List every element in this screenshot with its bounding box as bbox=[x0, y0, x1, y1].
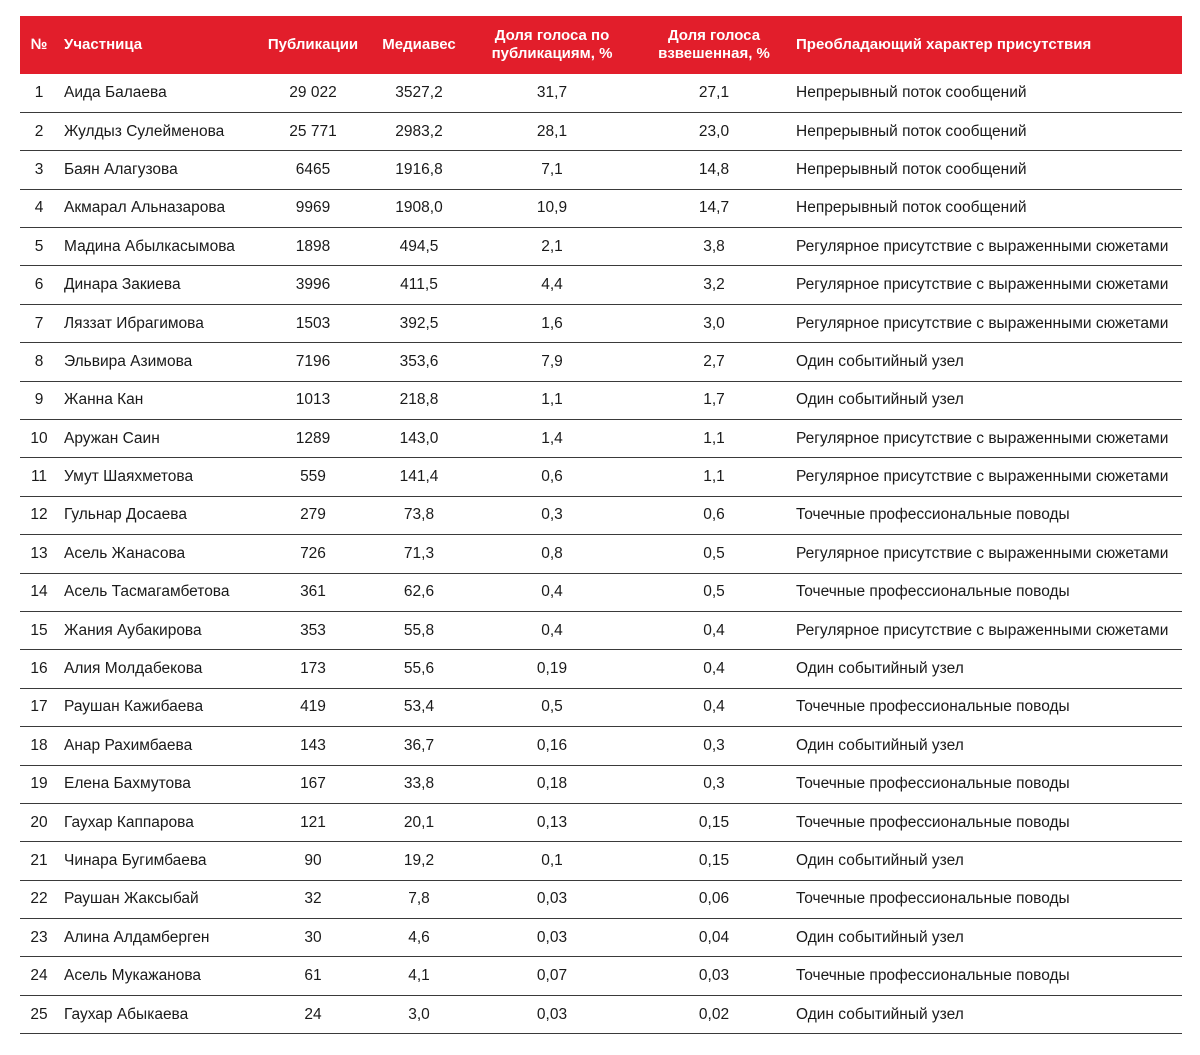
header-voice-share-publications bbox=[466, 16, 638, 74]
voice-share-publications: 0,07 bbox=[536, 967, 568, 985]
participant-name: Динара Закиева bbox=[64, 276, 181, 294]
voice-share-weighted: 1,1 bbox=[703, 429, 725, 447]
voice-share-weighted: 23,0 bbox=[698, 122, 730, 140]
participant-name: Жания Аубакирова bbox=[64, 621, 202, 639]
voice-share-publications: 0,18 bbox=[536, 775, 568, 793]
presence-character: Один событийный узел bbox=[796, 352, 964, 370]
voice-share-weighted: 0,15 bbox=[698, 813, 730, 831]
media-weight: 4,6 bbox=[408, 928, 430, 946]
media-weight: 62,6 bbox=[403, 583, 435, 601]
row-number: 25 bbox=[30, 1005, 48, 1023]
header-presence-character: Преобладающий характер присутствия bbox=[796, 36, 1092, 53]
row-number: 11 bbox=[30, 468, 48, 486]
voice-share-weighted: 2,7 bbox=[703, 352, 725, 370]
publications-count: 3996 bbox=[295, 276, 331, 294]
presence-character: Регулярное присутствие с выраженными сюжетами bbox=[796, 276, 1169, 294]
header-weighted-line2: взвешенная, % bbox=[658, 45, 770, 62]
media-weight: 53,4 bbox=[403, 698, 435, 716]
table-row bbox=[20, 919, 1182, 957]
voice-share-weighted: 0,5 bbox=[703, 583, 725, 601]
presence-character: Точечные профессиональные поводы bbox=[796, 506, 1070, 524]
publications-count: 1898 bbox=[295, 237, 331, 255]
header-row bbox=[20, 16, 1182, 74]
publications-count: 419 bbox=[300, 698, 326, 716]
header-participant: Участница bbox=[64, 36, 143, 53]
voice-share-weighted: 1,1 bbox=[703, 468, 725, 486]
participant-name: Ляззат Ибрагимова bbox=[64, 314, 204, 332]
row-number: 10 bbox=[30, 429, 48, 447]
publications-count: 143 bbox=[300, 736, 326, 754]
media-weight: 1908,0 bbox=[395, 199, 443, 217]
presence-character: Один событийный узел bbox=[796, 660, 964, 678]
row-number: 8 bbox=[34, 352, 44, 370]
row-number: 4 bbox=[34, 199, 44, 217]
table-row bbox=[20, 420, 1182, 458]
header-publications: Публикации bbox=[267, 36, 359, 53]
voice-share-publications: 7,9 bbox=[541, 352, 563, 370]
header-number: № bbox=[30, 36, 48, 53]
table-row bbox=[20, 228, 1182, 266]
voice-share-weighted: 0,4 bbox=[703, 660, 725, 678]
presence-character: Регулярное присутствие с выраженными сюжетами bbox=[796, 314, 1169, 332]
participant-name: Асель Тасмагамбетова bbox=[64, 583, 230, 601]
participant-name: Гульнар Досаева bbox=[64, 506, 187, 524]
publications-count: 30 bbox=[304, 928, 322, 946]
participant-name: Жанна Кан bbox=[64, 391, 144, 409]
publications-count: 353 bbox=[300, 621, 326, 639]
publications-count: 173 bbox=[300, 660, 326, 678]
publications-count: 361 bbox=[300, 583, 326, 601]
participant-name: Мадина Абылкасымова bbox=[64, 237, 235, 255]
table-row bbox=[20, 304, 1182, 342]
media-weight: 55,8 bbox=[403, 621, 435, 639]
voice-share-weighted: 0,4 bbox=[703, 621, 725, 639]
row-number: 18 bbox=[30, 736, 48, 754]
voice-share-publications: 0,3 bbox=[541, 506, 563, 524]
voice-share-weighted: 0,06 bbox=[698, 890, 730, 908]
publications-count: 7196 bbox=[295, 352, 331, 370]
voice-share-publications: 1,4 bbox=[541, 429, 563, 447]
voice-share-weighted: 0,03 bbox=[698, 967, 730, 985]
voice-share-weighted: 0,3 bbox=[703, 775, 725, 793]
row-number: 16 bbox=[30, 660, 48, 678]
participants-table-container bbox=[20, 16, 1182, 1034]
voice-share-publications: 0,13 bbox=[536, 813, 568, 831]
voice-share-publications: 0,4 bbox=[541, 583, 563, 601]
presence-character: Регулярное присутствие с выраженными сюжетами bbox=[796, 544, 1169, 562]
row-number: 2 bbox=[34, 122, 44, 140]
row-number: 1 bbox=[34, 83, 44, 101]
media-weight: 36,7 bbox=[403, 736, 435, 754]
table-row bbox=[20, 458, 1182, 496]
media-weight: 71,3 bbox=[403, 544, 435, 562]
header-voice-share-line1: Доля голоса по bbox=[494, 27, 610, 44]
row-number: 24 bbox=[30, 967, 48, 985]
voice-share-weighted: 3,2 bbox=[703, 276, 725, 294]
voice-share-weighted: 3,0 bbox=[703, 314, 725, 332]
publications-count: 1289 bbox=[295, 429, 331, 447]
table-row bbox=[20, 74, 1182, 112]
voice-share-publications: 31,7 bbox=[536, 83, 568, 101]
participant-name: Акмарал Альназарова bbox=[64, 199, 226, 217]
participant-name: Асель Жанасова bbox=[64, 544, 186, 562]
publications-count: 90 bbox=[304, 852, 322, 869]
participant-name: Гаухар Каппарова bbox=[64, 813, 194, 831]
participants-table bbox=[20, 16, 1182, 1034]
table-row bbox=[20, 381, 1182, 419]
presence-character: Регулярное присутствие с выраженными сюжетами bbox=[796, 621, 1169, 639]
media-weight: 2983,2 bbox=[395, 122, 443, 140]
row-number: 6 bbox=[34, 276, 44, 294]
media-weight: 4,1 bbox=[408, 967, 430, 985]
publications-count: 167 bbox=[300, 775, 326, 793]
voice-share-weighted: 0,15 bbox=[698, 852, 730, 869]
media-weight: 411,5 bbox=[400, 276, 438, 294]
row-number: 20 bbox=[30, 813, 48, 831]
voice-share-publications: 0,03 bbox=[536, 928, 568, 946]
media-weight: 494,5 bbox=[399, 237, 439, 255]
publications-count: 559 bbox=[300, 468, 326, 486]
media-weight: 33,8 bbox=[403, 775, 435, 793]
table-row bbox=[20, 266, 1182, 304]
row-number: 22 bbox=[30, 890, 48, 908]
voice-share-weighted: 14,7 bbox=[698, 199, 730, 217]
presence-character: Непрерывный поток сообщений bbox=[796, 199, 1027, 217]
voice-share-publications: 10,9 bbox=[536, 199, 568, 217]
media-weight: 218,8 bbox=[399, 391, 439, 409]
presence-character: Один событийный узел bbox=[796, 1005, 964, 1023]
voice-share-publications: 0,19 bbox=[536, 660, 568, 678]
publications-count: 29 022 bbox=[289, 83, 337, 101]
row-number: 7 bbox=[34, 314, 44, 332]
row-number: 9 bbox=[34, 391, 44, 409]
publications-count: 25 771 bbox=[289, 122, 337, 140]
row-number: 14 bbox=[30, 583, 48, 601]
publications-count: 9969 bbox=[295, 199, 331, 217]
participant-name: Гаухар Абыкаева bbox=[64, 1005, 189, 1023]
row-number: 19 bbox=[30, 775, 48, 793]
presence-character: Точечные профессиональные поводы bbox=[796, 967, 1070, 985]
voice-share-publications: 0,03 bbox=[536, 890, 568, 908]
row-number: 17 bbox=[30, 698, 48, 716]
voice-share-publications: 4,4 bbox=[541, 276, 563, 294]
table-row bbox=[20, 727, 1182, 765]
media-weight: 3527,2 bbox=[395, 83, 443, 101]
table-row bbox=[20, 880, 1182, 918]
publications-count: 726 bbox=[300, 544, 326, 562]
row-number: 13 bbox=[30, 544, 48, 562]
participant-name: Баян Алагузова bbox=[64, 160, 178, 178]
presence-character: Один событийный узел bbox=[796, 736, 964, 754]
voice-share-publications: 2,1 bbox=[541, 237, 563, 255]
media-weight: 73,8 bbox=[403, 506, 435, 524]
voice-share-weighted: 3,8 bbox=[703, 237, 725, 255]
media-weight: 3,0 bbox=[408, 1005, 430, 1023]
publications-count: 32 bbox=[304, 890, 322, 908]
participant-name: Раушан Жаксыбай bbox=[64, 890, 199, 908]
presence-character: Точечные профессиональные поводы bbox=[796, 775, 1070, 793]
header-voice-share-line2: публикациям, % bbox=[491, 45, 613, 62]
voice-share-weighted: 1,7 bbox=[703, 391, 725, 409]
row-number: 5 bbox=[34, 237, 44, 255]
publications-count: 121 bbox=[300, 813, 326, 831]
participant-name: Чинара Бугимбаева bbox=[64, 852, 207, 869]
voice-share-weighted: 27,1 bbox=[698, 83, 730, 101]
media-weight: 392,5 bbox=[399, 314, 439, 332]
table-row bbox=[20, 842, 1182, 880]
table-row bbox=[20, 650, 1182, 688]
voice-share-publications: 0,1 bbox=[541, 852, 563, 869]
participant-name: Аружан Саин bbox=[64, 429, 160, 447]
media-weight: 143,0 bbox=[399, 429, 439, 447]
table-body bbox=[20, 74, 1182, 1034]
media-weight: 141,4 bbox=[399, 468, 439, 486]
presence-character: Точечные профессиональные поводы bbox=[796, 813, 1070, 831]
presence-character: Непрерывный поток сообщений bbox=[796, 160, 1027, 178]
voice-share-weighted: 0,3 bbox=[703, 736, 725, 754]
voice-share-publications: 1,1 bbox=[541, 391, 563, 409]
voice-share-publications: 0,4 bbox=[541, 621, 563, 639]
table-header bbox=[20, 16, 1182, 74]
voice-share-publications: 0,5 bbox=[541, 698, 563, 716]
table-row bbox=[20, 765, 1182, 803]
table-row bbox=[20, 343, 1182, 381]
media-weight: 55,6 bbox=[403, 660, 435, 678]
table-row bbox=[20, 189, 1182, 227]
table-row bbox=[20, 496, 1182, 534]
presence-character: Один событийный узел bbox=[796, 391, 964, 409]
media-weight: 1916,8 bbox=[395, 160, 443, 178]
participant-name: Аида Балаева bbox=[64, 83, 167, 101]
voice-share-publications: 0,6 bbox=[541, 468, 563, 486]
voice-share-publications: 0,16 bbox=[536, 736, 568, 754]
voice-share-weighted: 0,04 bbox=[698, 928, 730, 946]
publications-count: 24 bbox=[304, 1005, 322, 1023]
media-weight: 19,2 bbox=[403, 852, 435, 869]
participant-name: Умут Шаяхметова bbox=[64, 468, 194, 486]
voice-share-weighted: 0,5 bbox=[703, 544, 725, 562]
media-weight: 353,6 bbox=[399, 352, 439, 370]
table-row bbox=[20, 573, 1182, 611]
header-voice-share-weighted bbox=[638, 16, 790, 74]
row-number: 15 bbox=[30, 621, 48, 639]
presence-character: Точечные профессиональные поводы bbox=[796, 890, 1070, 908]
presence-character: Регулярное присутствие с выраженными сюжетами bbox=[796, 468, 1169, 486]
presence-character: Точечные профессиональные поводы bbox=[796, 698, 1070, 716]
header-weighted-line1: Доля голоса bbox=[667, 27, 761, 44]
table-row bbox=[20, 688, 1182, 726]
publications-count: 61 bbox=[304, 967, 322, 985]
voice-share-publications: 7,1 bbox=[541, 160, 563, 178]
publications-count: 6465 bbox=[295, 160, 331, 178]
table-row bbox=[20, 957, 1182, 995]
media-weight: 7,8 bbox=[408, 890, 430, 908]
table-row bbox=[20, 995, 1182, 1033]
voice-share-weighted: 0,6 bbox=[703, 506, 725, 524]
header-media-weight: Медиавес bbox=[382, 36, 456, 53]
publications-count: 1013 bbox=[295, 391, 331, 409]
table-row bbox=[20, 611, 1182, 649]
participant-name: Жулдыз Сулейменова bbox=[64, 122, 225, 140]
participant-name: Алина Алдамберген bbox=[64, 928, 210, 946]
presence-character: Регулярное присутствие с выраженными сюжетами bbox=[796, 237, 1169, 255]
voice-share-publications: 1,6 bbox=[541, 314, 563, 332]
row-number: 12 bbox=[30, 506, 48, 524]
voice-share-publications: 28,1 bbox=[536, 122, 568, 140]
publications-count: 279 bbox=[300, 506, 326, 524]
participant-name: Раушан Кажибаева bbox=[64, 698, 204, 716]
presence-character: Точечные профессиональные поводы bbox=[796, 583, 1070, 601]
presence-character: Один событийный узел bbox=[796, 928, 964, 946]
presence-character: Один событийный узел bbox=[796, 852, 964, 869]
presence-character: Непрерывный поток сообщений bbox=[796, 122, 1027, 140]
row-number: 23 bbox=[30, 928, 48, 946]
presence-character: Непрерывный поток сообщений bbox=[796, 83, 1027, 101]
participant-name: Анар Рахимбаева bbox=[64, 736, 193, 754]
participant-name: Асель Мукажанова bbox=[64, 967, 202, 985]
presence-character: Регулярное присутствие с выраженными сюжетами bbox=[796, 429, 1169, 447]
media-weight: 20,1 bbox=[403, 813, 435, 831]
voice-share-weighted: 0,02 bbox=[698, 1005, 730, 1023]
voice-share-weighted: 0,4 bbox=[703, 698, 725, 716]
participant-name: Эльвира Азимова bbox=[64, 352, 193, 370]
row-number: 21 bbox=[30, 852, 48, 869]
voice-share-publications: 0,03 bbox=[536, 1005, 568, 1023]
publications-count: 1503 bbox=[295, 314, 331, 332]
participant-name: Елена Бахмутова bbox=[64, 775, 191, 793]
voice-share-publications: 0,8 bbox=[541, 544, 563, 562]
participant-name: Алия Молдабекова bbox=[64, 660, 203, 678]
table-row bbox=[20, 803, 1182, 841]
table-row bbox=[20, 151, 1182, 189]
row-number: 3 bbox=[34, 160, 44, 178]
voice-share-weighted: 14,8 bbox=[698, 160, 730, 178]
table-row bbox=[20, 112, 1182, 150]
table-row bbox=[20, 535, 1182, 573]
